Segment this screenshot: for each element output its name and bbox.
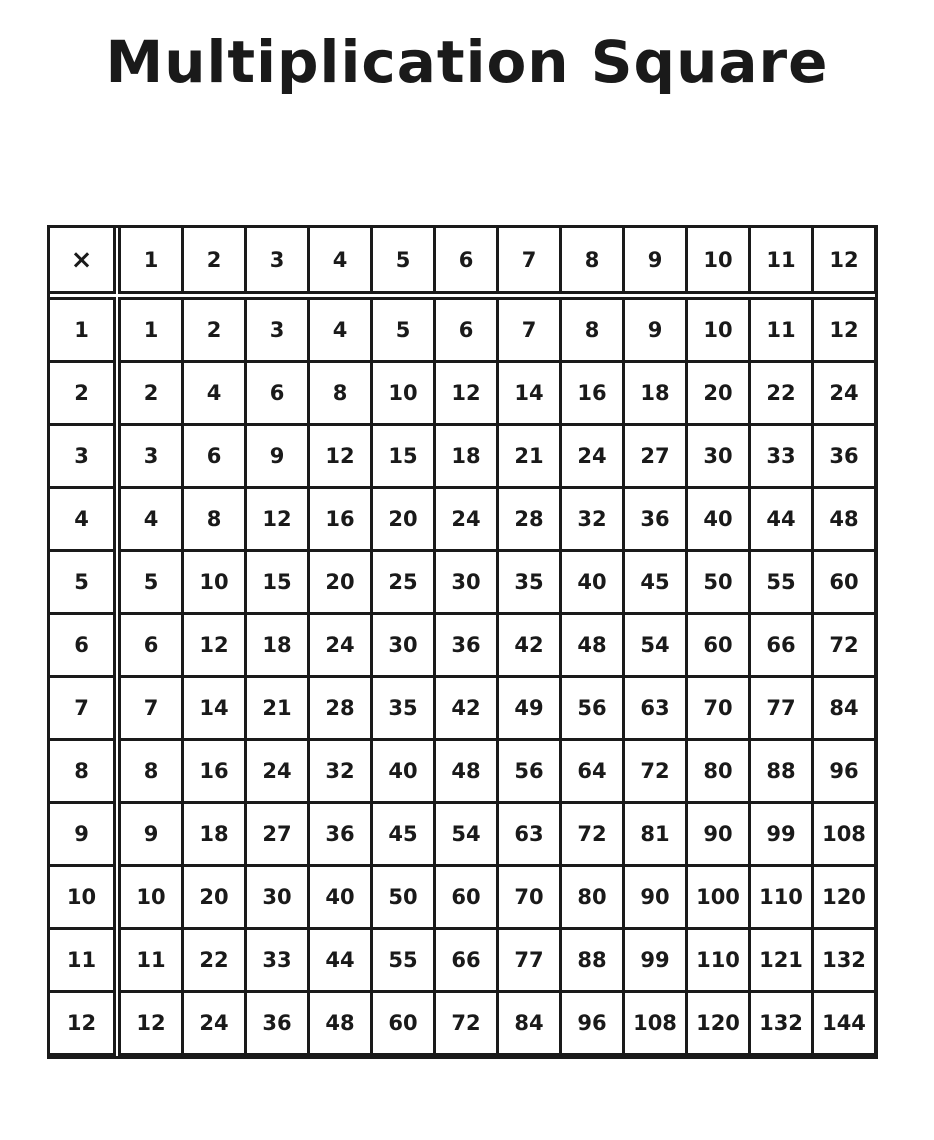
- column-header: 12: [811, 225, 877, 294]
- product-cell: 84: [811, 675, 877, 741]
- product-cell: 90: [622, 864, 688, 930]
- product-cell: 10: [685, 297, 751, 363]
- product-cell: 4: [181, 360, 247, 426]
- product-cell: 32: [559, 486, 625, 552]
- product-cell: 11: [118, 927, 184, 993]
- product-cell: 10: [181, 549, 247, 615]
- column-header: 11: [748, 225, 814, 294]
- product-cell: 12: [181, 612, 247, 678]
- product-cell: 20: [370, 486, 436, 552]
- product-cell: 84: [496, 990, 562, 1056]
- product-cell: 25: [370, 549, 436, 615]
- product-cell: 132: [748, 990, 814, 1056]
- product-cell: 36: [307, 801, 373, 867]
- product-cell: 18: [622, 360, 688, 426]
- product-cell: 28: [307, 675, 373, 741]
- product-cell: 42: [496, 612, 562, 678]
- product-cell: 14: [181, 675, 247, 741]
- column-header: 1: [118, 225, 184, 294]
- row-header: 8: [47, 738, 116, 804]
- product-cell: 24: [559, 423, 625, 489]
- product-cell: 77: [496, 927, 562, 993]
- product-cell: 30: [370, 612, 436, 678]
- product-cell: 8: [559, 297, 625, 363]
- product-cell: 35: [496, 549, 562, 615]
- product-cell: 2: [181, 297, 247, 363]
- product-cell: 14: [496, 360, 562, 426]
- product-cell: 12: [118, 990, 184, 1056]
- product-cell: 6: [118, 612, 184, 678]
- product-cell: 27: [244, 801, 310, 867]
- multiplication-grid: [47, 225, 878, 1059]
- product-cell: 72: [433, 990, 499, 1056]
- product-cell: 108: [622, 990, 688, 1056]
- row-header: 7: [47, 675, 116, 741]
- column-header: 9: [622, 225, 688, 294]
- product-cell: 50: [370, 864, 436, 930]
- product-cell: 56: [496, 738, 562, 804]
- product-cell: 36: [811, 423, 877, 489]
- product-cell: 72: [622, 738, 688, 804]
- product-cell: 36: [244, 990, 310, 1056]
- product-cell: 16: [559, 360, 625, 426]
- product-cell: 12: [244, 486, 310, 552]
- product-cell: 66: [433, 927, 499, 993]
- product-cell: 77: [748, 675, 814, 741]
- product-cell: 3: [244, 297, 310, 363]
- product-cell: 45: [622, 549, 688, 615]
- product-cell: 8: [181, 486, 247, 552]
- product-cell: 33: [244, 927, 310, 993]
- product-cell: 99: [748, 801, 814, 867]
- product-cell: 16: [307, 486, 373, 552]
- product-cell: 48: [433, 738, 499, 804]
- product-cell: 20: [307, 549, 373, 615]
- product-cell: 54: [622, 612, 688, 678]
- product-cell: 63: [622, 675, 688, 741]
- product-cell: 18: [433, 423, 499, 489]
- product-cell: 20: [685, 360, 751, 426]
- product-cell: 48: [811, 486, 877, 552]
- row-header: 5: [47, 549, 116, 615]
- product-cell: 55: [370, 927, 436, 993]
- product-cell: 24: [433, 486, 499, 552]
- row-header: 11: [47, 927, 116, 993]
- product-cell: 24: [244, 738, 310, 804]
- product-cell: 72: [559, 801, 625, 867]
- product-cell: 20: [181, 864, 247, 930]
- product-cell: 80: [559, 864, 625, 930]
- product-cell: 120: [685, 990, 751, 1056]
- product-cell: 15: [244, 549, 310, 615]
- product-cell: 44: [748, 486, 814, 552]
- product-cell: 7: [118, 675, 184, 741]
- product-cell: 70: [496, 864, 562, 930]
- product-cell: 36: [622, 486, 688, 552]
- product-cell: 55: [748, 549, 814, 615]
- page-title: Multiplication Square: [105, 28, 829, 96]
- product-cell: 9: [118, 801, 184, 867]
- product-cell: 21: [244, 675, 310, 741]
- row-header: 12: [47, 990, 116, 1056]
- product-cell: 40: [685, 486, 751, 552]
- product-cell: 22: [181, 927, 247, 993]
- product-cell: 72: [811, 612, 877, 678]
- product-cell: 144: [811, 990, 877, 1056]
- product-cell: 90: [685, 801, 751, 867]
- product-cell: 30: [685, 423, 751, 489]
- product-cell: 5: [370, 297, 436, 363]
- column-header: 7: [496, 225, 562, 294]
- product-cell: 24: [307, 612, 373, 678]
- row-header: 4: [47, 486, 116, 552]
- product-cell: 64: [559, 738, 625, 804]
- product-cell: 12: [307, 423, 373, 489]
- product-cell: 96: [559, 990, 625, 1056]
- product-cell: 40: [370, 738, 436, 804]
- product-cell: 35: [370, 675, 436, 741]
- product-cell: 16: [181, 738, 247, 804]
- product-cell: 9: [244, 423, 310, 489]
- product-cell: 48: [307, 990, 373, 1056]
- product-cell: 7: [496, 297, 562, 363]
- product-cell: 6: [244, 360, 310, 426]
- product-cell: 28: [496, 486, 562, 552]
- product-cell: 24: [181, 990, 247, 1056]
- product-cell: 2: [118, 360, 184, 426]
- product-cell: 132: [811, 927, 877, 993]
- product-cell: 6: [181, 423, 247, 489]
- row-header: 10: [47, 864, 116, 930]
- product-cell: 54: [433, 801, 499, 867]
- product-cell: 30: [433, 549, 499, 615]
- row-header: 1: [47, 297, 116, 363]
- product-cell: 24: [811, 360, 877, 426]
- product-cell: 110: [685, 927, 751, 993]
- product-cell: 9: [622, 297, 688, 363]
- product-cell: 21: [496, 423, 562, 489]
- column-header: 5: [370, 225, 436, 294]
- product-cell: 6: [433, 297, 499, 363]
- product-cell: 88: [748, 738, 814, 804]
- product-cell: 60: [811, 549, 877, 615]
- product-cell: 36: [433, 612, 499, 678]
- product-cell: 121: [748, 927, 814, 993]
- product-cell: 44: [307, 927, 373, 993]
- column-header: 2: [181, 225, 247, 294]
- product-cell: 56: [559, 675, 625, 741]
- column-header: 6: [433, 225, 499, 294]
- column-header: 3: [244, 225, 310, 294]
- product-cell: 48: [559, 612, 625, 678]
- product-cell: 11: [748, 297, 814, 363]
- product-cell: 100: [685, 864, 751, 930]
- row-header: 6: [47, 612, 116, 678]
- product-cell: 22: [748, 360, 814, 426]
- product-cell: 12: [811, 297, 877, 363]
- product-cell: 49: [496, 675, 562, 741]
- product-cell: 99: [622, 927, 688, 993]
- product-cell: 60: [370, 990, 436, 1056]
- product-cell: 40: [559, 549, 625, 615]
- row-header: 3: [47, 423, 116, 489]
- product-cell: 33: [748, 423, 814, 489]
- product-cell: 42: [433, 675, 499, 741]
- product-cell: 30: [244, 864, 310, 930]
- product-cell: 4: [118, 486, 184, 552]
- product-cell: 108: [811, 801, 877, 867]
- product-cell: 8: [118, 738, 184, 804]
- product-cell: 96: [811, 738, 877, 804]
- corner-times-symbol: ×: [47, 225, 116, 294]
- product-cell: 40: [307, 864, 373, 930]
- product-cell: 18: [244, 612, 310, 678]
- product-cell: 88: [559, 927, 625, 993]
- product-cell: 3: [118, 423, 184, 489]
- product-cell: 18: [181, 801, 247, 867]
- product-cell: 45: [370, 801, 436, 867]
- product-cell: 10: [370, 360, 436, 426]
- product-cell: 81: [622, 801, 688, 867]
- product-cell: 8: [307, 360, 373, 426]
- product-cell: 60: [433, 864, 499, 930]
- row-header: 2: [47, 360, 116, 426]
- column-header: 4: [307, 225, 373, 294]
- product-cell: 70: [685, 675, 751, 741]
- product-cell: 120: [811, 864, 877, 930]
- product-cell: 10: [118, 864, 184, 930]
- column-header: 10: [685, 225, 751, 294]
- product-cell: 15: [370, 423, 436, 489]
- product-cell: 66: [748, 612, 814, 678]
- product-cell: 50: [685, 549, 751, 615]
- product-cell: 60: [685, 612, 751, 678]
- product-cell: 27: [622, 423, 688, 489]
- product-cell: 80: [685, 738, 751, 804]
- product-cell: 1: [118, 297, 184, 363]
- product-cell: 63: [496, 801, 562, 867]
- row-header: 9: [47, 801, 116, 867]
- product-cell: 5: [118, 549, 184, 615]
- product-cell: 32: [307, 738, 373, 804]
- product-cell: 110: [748, 864, 814, 930]
- column-header: 8: [559, 225, 625, 294]
- product-cell: 4: [307, 297, 373, 363]
- product-cell: 12: [433, 360, 499, 426]
